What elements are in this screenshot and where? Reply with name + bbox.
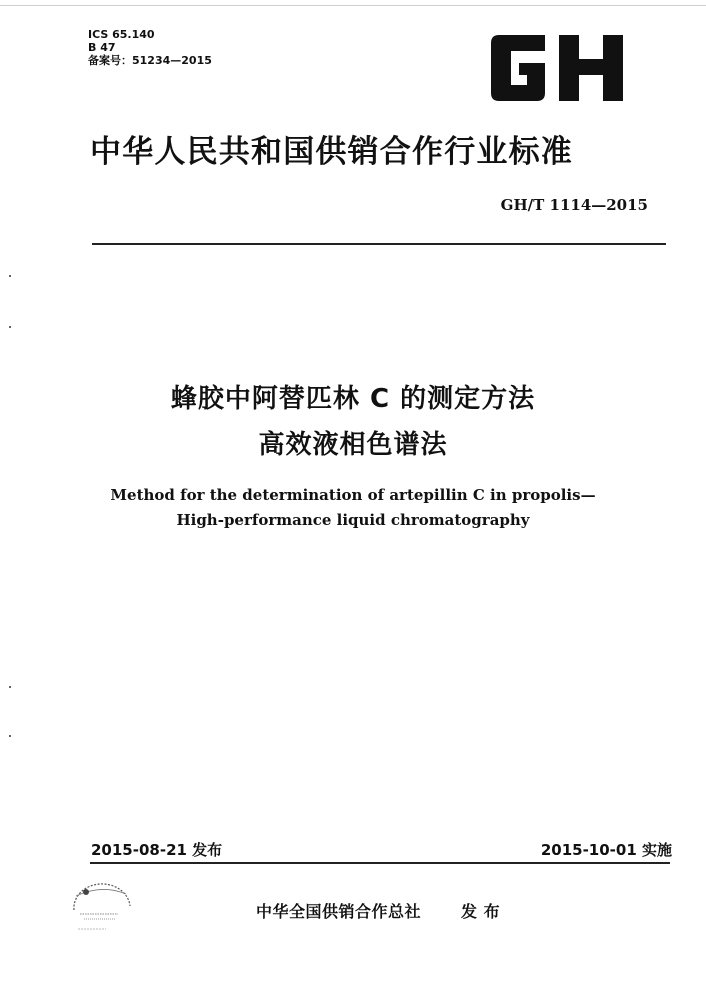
- gh-logo-letter-g: [491, 35, 545, 101]
- document-title-zh-line2: 高效液相色谱法: [258, 430, 448, 460]
- publisher-action: 发 布: [461, 902, 501, 921]
- issue-date: 2015-08-21 发布: [91, 841, 223, 859]
- top-edge-line: [0, 5, 706, 6]
- document-title-en-line2: High-performance liquid chromatography: [176, 511, 530, 529]
- classification-codes: [88, 28, 212, 67]
- publisher-seal-stamp: [66, 880, 138, 940]
- filing-number: 备案号：51234—2015: [88, 54, 212, 67]
- publisher-name: 中华全国供销合作总社: [256, 902, 422, 921]
- scan-speck: [9, 326, 11, 328]
- implementation-date: 2015-10-01 实施: [540, 841, 672, 859]
- gh-logo-letter-h: [559, 35, 623, 101]
- header-divider: [92, 243, 666, 245]
- document-title-zh-line1: 蜂胶中阿替匹林 C 的测定方法: [170, 384, 536, 414]
- scan-speck: [9, 735, 11, 737]
- standard-number: GH/T 1114—2015: [500, 196, 648, 214]
- ics-code: ICS 65.140: [88, 28, 155, 41]
- gh-logo: [487, 33, 627, 103]
- scan-speck: [9, 275, 11, 277]
- scan-speck: [9, 686, 11, 688]
- ccs-code: B 47: [88, 41, 116, 54]
- publisher-line: [256, 899, 500, 922]
- standard-category-title: 中华人民共和国供销合作行业标准: [90, 134, 573, 170]
- document-title-en-line1: Method for the determination of artepillin C in propolis—: [110, 486, 596, 504]
- footer-divider: [90, 862, 670, 864]
